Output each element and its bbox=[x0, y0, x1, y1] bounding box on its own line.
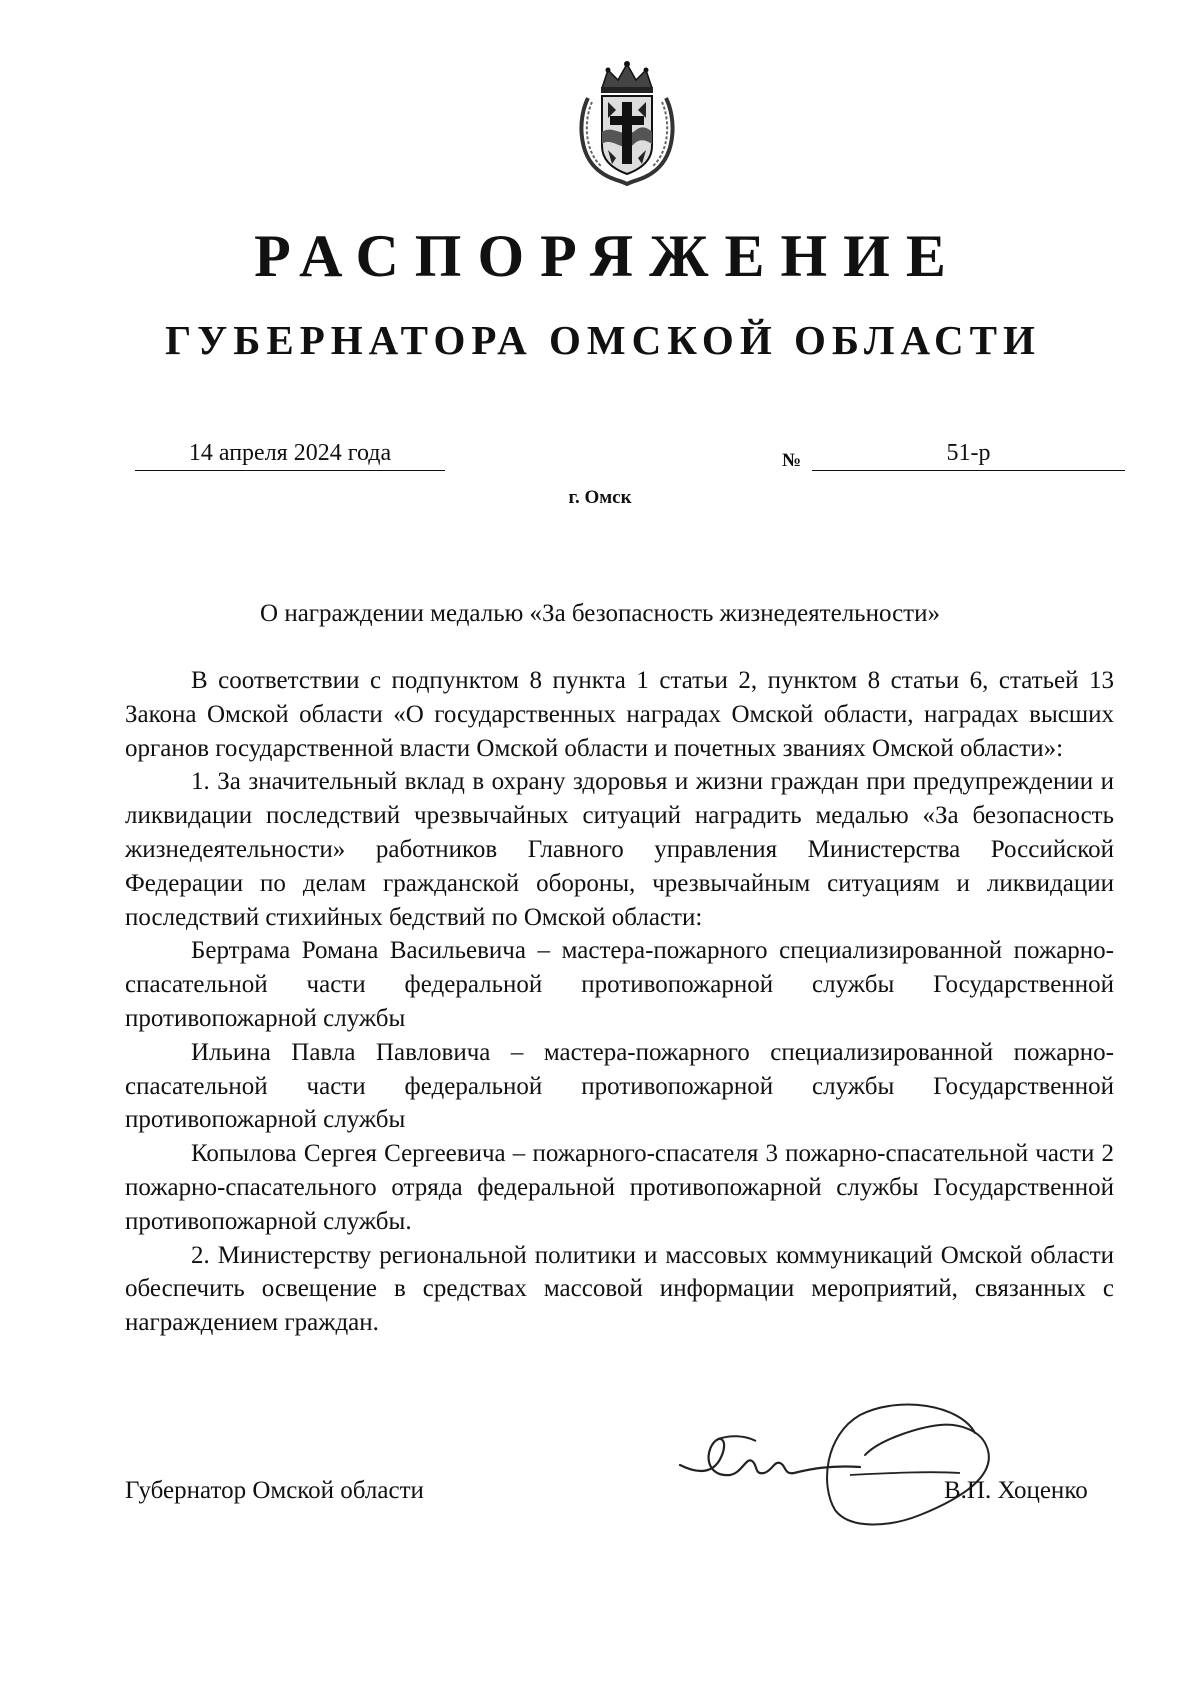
handwritten-signature bbox=[660, 1395, 1030, 1535]
document-body bbox=[125, 664, 1114, 1340]
document-subtitle: ГУБЕРНАТОРА ОМСКОЙ ОБЛАСТИ bbox=[165, 317, 1041, 363]
paragraph-awardee-3: Копылова Сергея Сергеевича – пожарного-спасателя 3 пожарно-спасательной части 2 пожарно-спасательного отряда федеральной противопожарной службы Государственной противопожарной службы. bbox=[125, 1140, 1114, 1235]
paragraph-awardee-2: Ильина Павла Павловича – мастера-пожарного специализированной пожарно-спасательной части федеральной противопожарной службы Государственной противопожарной службы bbox=[125, 1038, 1114, 1134]
document-city: г. Омск bbox=[568, 487, 632, 508]
paragraph-item-1: 1. За значительный вклад в охрану здоровья и жизни граждан при предупреждении и ликвидации последствий чрезвычайных ситуаций наградить медалью «За безопасность жизнедеятельности» работников Главного управления Министерства Российской Федерации по делам гражданской обороны, чрезвычайным ситуациям и ликвидации последствий стихийных бедствий по Омской области: bbox=[125, 768, 1114, 931]
number-sign: № bbox=[782, 450, 802, 471]
document-subject: О награждении медалью «За безопасность жизнедеятельности» bbox=[260, 600, 940, 627]
document-number: 51-р bbox=[812, 440, 1125, 471]
signatory-name: В.П. Хоценко bbox=[944, 1477, 1088, 1504]
document-title: РАСПОРЯЖЕНИЕ bbox=[254, 223, 962, 289]
paragraph-awardee-1: Бертрама Романа Васильевича – мастера-пожарного специализированной пожарно-спасательной части федеральной противопожарной службы Государственной противопожарной службы bbox=[125, 937, 1114, 1032]
signatory-position: Губернатор Омской области bbox=[125, 1477, 424, 1504]
paragraph-preamble: В соответствии с подпунктом 8 пункта 1 статьи 2, пунктом 8 статьи 6, статьей 13 Закона Омской области «О государственных наградах Омской области, наградах высших органов государственной власти Омской области и почетных званиях Омской области»: bbox=[125, 667, 1114, 762]
coat-of-arms-icon bbox=[568, 58, 686, 186]
document-date: 14 апреля 2024 года bbox=[135, 440, 445, 471]
paragraph-item-2: 2. Министерству региональной политики и массовых коммуникаций Омской области обеспечить освещение в средствах массовой информации мероприятий, связанных с награждением граждан. bbox=[125, 1241, 1114, 1337]
